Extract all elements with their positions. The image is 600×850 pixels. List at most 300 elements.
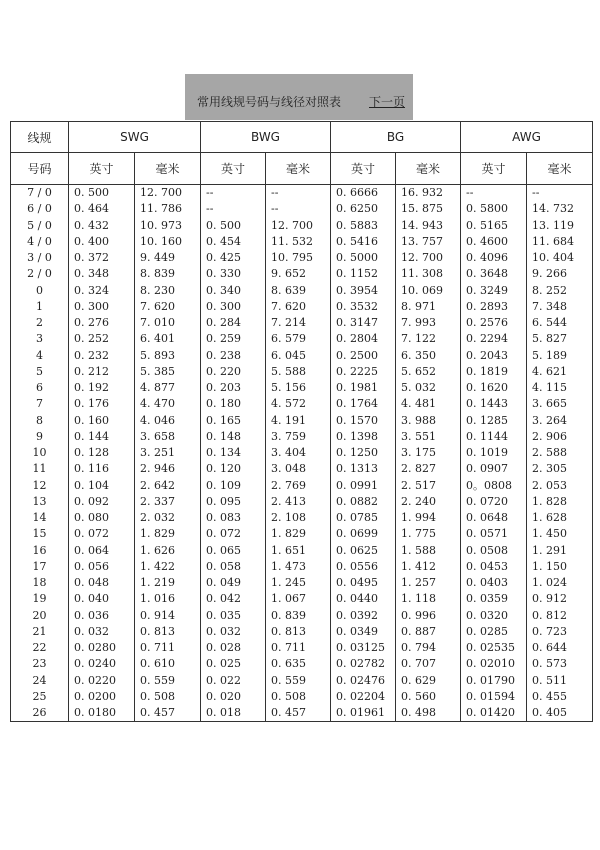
- cell-awg-mm: 9. 266: [527, 266, 593, 282]
- header-gauge-label: 线规: [11, 122, 69, 153]
- cell-bg-mm: 1. 588: [396, 543, 461, 559]
- cell-bg-mm: 7. 993: [396, 315, 461, 331]
- cell-bg-mm: 0. 560: [396, 689, 461, 705]
- cell-awg-mm: 0. 405: [527, 705, 593, 722]
- table-row: [11, 331, 593, 347]
- cell-awg-inch: --: [461, 185, 527, 202]
- cell-awg-inch: 0. 1620: [461, 380, 527, 396]
- cell-awg-mm: 13. 119: [527, 218, 593, 234]
- cell-awg-mm: 1. 291: [527, 543, 593, 559]
- cell-awg-inch: 0. 3249: [461, 283, 527, 299]
- cell-awg-mm: 2. 588: [527, 445, 593, 461]
- cell-bwg-inch: 0. 203: [201, 380, 266, 396]
- cell-gauge: 7 / 0: [11, 185, 69, 202]
- cell-bg-inch: 0. 6250: [331, 201, 396, 217]
- cell-bg-mm: 14. 943: [396, 218, 461, 234]
- cell-bg-mm: 7. 122: [396, 331, 461, 347]
- cell-bwg-inch: 0. 425: [201, 250, 266, 266]
- cell-gauge: 7: [11, 396, 69, 412]
- table-row: [11, 673, 593, 689]
- header-bwg-mm: 毫米: [266, 153, 331, 185]
- cell-bg-mm: 0. 707: [396, 656, 461, 672]
- cell-bg-inch: 0. 0785: [331, 510, 396, 526]
- cell-bg-mm: 6. 350: [396, 348, 461, 364]
- header-awg: AWG: [461, 122, 593, 153]
- table-row: [11, 461, 593, 477]
- cell-awg-inch: 0. 0285: [461, 624, 527, 640]
- cell-gauge: 15: [11, 526, 69, 542]
- cell-bg-mm: 2. 827: [396, 461, 461, 477]
- cell-gauge: 13: [11, 494, 69, 510]
- cell-awg-mm: 3. 264: [527, 413, 593, 429]
- cell-awg-mm: 0. 573: [527, 656, 593, 672]
- cell-bwg-mm: 0. 635: [266, 656, 331, 672]
- cell-awg-inch: 0. 5165: [461, 218, 527, 234]
- cell-bg-mm: 5. 652: [396, 364, 461, 380]
- cell-bg-mm: 4. 481: [396, 396, 461, 412]
- cell-awg-inch: 0. 02010: [461, 656, 527, 672]
- cell-bg-inch: 0. 0495: [331, 575, 396, 591]
- cell-awg-mm: 2. 053: [527, 478, 593, 494]
- header-swg: SWG: [69, 122, 201, 153]
- cell-bwg-mm: 8. 639: [266, 283, 331, 299]
- cell-swg-inch: 0. 072: [69, 526, 135, 542]
- cell-swg-inch: 0. 048: [69, 575, 135, 591]
- cell-swg-mm: 0. 914: [135, 608, 201, 624]
- next-page-link[interactable]: 下一页: [369, 95, 406, 109]
- cell-bg-inch: 0. 01961: [331, 705, 396, 722]
- cell-bwg-inch: 0. 220: [201, 364, 266, 380]
- cell-bwg-inch: 0. 032: [201, 624, 266, 640]
- table-row: [11, 364, 593, 380]
- header-number-label: 号码: [11, 153, 69, 185]
- cell-swg-inch: 0. 104: [69, 478, 135, 494]
- cell-swg-mm: 5. 385: [135, 364, 201, 380]
- cell-bg-inch: 0. 0349: [331, 624, 396, 640]
- cell-gauge: 8: [11, 413, 69, 429]
- cell-swg-inch: 0. 252: [69, 331, 135, 347]
- table-row: [11, 348, 593, 364]
- table-row: [11, 689, 593, 705]
- cell-gauge: 22: [11, 640, 69, 656]
- table-row: [11, 608, 593, 624]
- cell-swg-inch: 0. 0240: [69, 656, 135, 672]
- cell-bwg-mm: 6. 045: [266, 348, 331, 364]
- cell-awg-inch: 0. 1443: [461, 396, 527, 412]
- cell-bwg-mm: 11. 532: [266, 234, 331, 250]
- cell-bwg-mm: 4. 191: [266, 413, 331, 429]
- cell-swg-inch: 0. 372: [69, 250, 135, 266]
- cell-gauge: 6: [11, 380, 69, 396]
- cell-swg-mm: 9. 449: [135, 250, 201, 266]
- cell-gauge: 4: [11, 348, 69, 364]
- cell-swg-mm: 2. 032: [135, 510, 201, 526]
- table-row: [11, 429, 593, 445]
- cell-swg-inch: 0. 212: [69, 364, 135, 380]
- cell-awg-mm: 0. 912: [527, 591, 593, 607]
- cell-swg-inch: 0. 036: [69, 608, 135, 624]
- cell-swg-inch: 0. 432: [69, 218, 135, 234]
- cell-swg-inch: 0. 160: [69, 413, 135, 429]
- cell-bwg-inch: 0. 259: [201, 331, 266, 347]
- cell-awg-mm: 14. 732: [527, 201, 593, 217]
- cell-swg-mm: 1. 016: [135, 591, 201, 607]
- cell-awg-mm: 4. 621: [527, 364, 593, 380]
- cell-swg-mm: 7. 010: [135, 315, 201, 331]
- cell-bg-inch: 0. 1152: [331, 266, 396, 282]
- cell-awg-mm: 0. 511: [527, 673, 593, 689]
- cell-gauge: 2 / 0: [11, 266, 69, 282]
- cell-bwg-mm: 9. 652: [266, 266, 331, 282]
- cell-swg-inch: 0. 300: [69, 299, 135, 315]
- cell-awg-inch: 0. 0453: [461, 559, 527, 575]
- cell-bg-inch: 0. 0440: [331, 591, 396, 607]
- cell-swg-mm: 2. 337: [135, 494, 201, 510]
- header-bwg-inch: 英寸: [201, 153, 266, 185]
- cell-awg-inch: 0. 0359: [461, 591, 527, 607]
- cell-awg-inch: 0. 0403: [461, 575, 527, 591]
- cell-awg-mm: --: [527, 185, 593, 202]
- cell-swg-mm: 2. 642: [135, 478, 201, 494]
- cell-bwg-mm: 2. 413: [266, 494, 331, 510]
- table-row: [11, 526, 593, 542]
- cell-bwg-inch: 0. 018: [201, 705, 266, 722]
- cell-bwg-mm: 3. 048: [266, 461, 331, 477]
- cell-swg-inch: 0. 092: [69, 494, 135, 510]
- cell-awg-inch: 0. 0571: [461, 526, 527, 542]
- cell-swg-inch: 0. 032: [69, 624, 135, 640]
- cell-bwg-inch: 0. 109: [201, 478, 266, 494]
- cell-bg-mm: 1. 994: [396, 510, 461, 526]
- cell-bwg-inch: 0. 035: [201, 608, 266, 624]
- cell-bg-mm: 0. 498: [396, 705, 461, 722]
- cell-bwg-mm: 0. 813: [266, 624, 331, 640]
- cell-bg-mm: 1. 412: [396, 559, 461, 575]
- cell-bg-mm: 3. 175: [396, 445, 461, 461]
- cell-awg-inch: 0. 01420: [461, 705, 527, 722]
- header-bg-inch: 英寸: [331, 153, 396, 185]
- cell-bg-inch: 0. 5416: [331, 234, 396, 250]
- cell-swg-inch: 0. 056: [69, 559, 135, 575]
- cell-bg-inch: 0. 0699: [331, 526, 396, 542]
- cell-bg-inch: 0. 03125: [331, 640, 396, 656]
- cell-bg-mm: 1. 775: [396, 526, 461, 542]
- cell-awg-inch: 0. 1819: [461, 364, 527, 380]
- cell-awg-inch: 0. 1144: [461, 429, 527, 445]
- cell-awg-inch: 0. 2576: [461, 315, 527, 331]
- cell-gauge: 26: [11, 705, 69, 722]
- cell-bg-inch: 0. 3147: [331, 315, 396, 331]
- cell-bg-inch: 0. 0991: [331, 478, 396, 494]
- cell-gauge: 14: [11, 510, 69, 526]
- table-row: [11, 396, 593, 412]
- cell-swg-mm: 1. 626: [135, 543, 201, 559]
- cell-bg-mm: 10. 069: [396, 283, 461, 299]
- cell-swg-inch: 0. 040: [69, 591, 135, 607]
- cell-swg-mm: 10. 973: [135, 218, 201, 234]
- cell-gauge: 1: [11, 299, 69, 315]
- cell-bg-mm: 0. 887: [396, 624, 461, 640]
- cell-swg-mm: 10. 160: [135, 234, 201, 250]
- cell-bwg-inch: 0. 165: [201, 413, 266, 429]
- cell-bg-mm: 0. 629: [396, 673, 461, 689]
- table-row: [11, 624, 593, 640]
- cell-swg-inch: 0. 348: [69, 266, 135, 282]
- cell-bg-inch: 0. 1570: [331, 413, 396, 429]
- cell-bg-inch: 0. 1313: [331, 461, 396, 477]
- cell-bwg-mm: 1. 245: [266, 575, 331, 591]
- cell-awg-mm: 0. 723: [527, 624, 593, 640]
- table-row: [11, 543, 593, 559]
- cell-awg-mm: 7. 348: [527, 299, 593, 315]
- wire-gauge-table: [10, 121, 593, 722]
- cell-awg-mm: 8. 252: [527, 283, 593, 299]
- cell-awg-mm: 2. 906: [527, 429, 593, 445]
- cell-swg-mm: 11. 786: [135, 201, 201, 217]
- table-row: [11, 299, 593, 315]
- table-row: [11, 283, 593, 299]
- table-row: [11, 640, 593, 656]
- cell-gauge: 6 / 0: [11, 201, 69, 217]
- cell-bwg-mm: 1. 651: [266, 543, 331, 559]
- cell-bg-mm: 13. 757: [396, 234, 461, 250]
- cell-awg-inch: 0. 0508: [461, 543, 527, 559]
- cell-bwg-mm: 7. 214: [266, 315, 331, 331]
- cell-awg-mm: 1. 150: [527, 559, 593, 575]
- cell-swg-mm: 3. 251: [135, 445, 201, 461]
- cell-awg-mm: 1. 628: [527, 510, 593, 526]
- cell-bwg-inch: --: [201, 201, 266, 217]
- cell-swg-inch: 0. 276: [69, 315, 135, 331]
- cell-gauge: 20: [11, 608, 69, 624]
- cell-swg-mm: 12. 700: [135, 185, 201, 202]
- cell-bwg-mm: --: [266, 201, 331, 217]
- header-row-standards: [11, 122, 593, 153]
- cell-awg-mm: 0. 455: [527, 689, 593, 705]
- cell-gauge: 2: [11, 315, 69, 331]
- cell-bwg-mm: 0. 559: [266, 673, 331, 689]
- table-row: [11, 234, 593, 250]
- cell-gauge: 12: [11, 478, 69, 494]
- cell-bg-inch: 0. 1398: [331, 429, 396, 445]
- cell-swg-mm: 0. 610: [135, 656, 201, 672]
- cell-bwg-mm: 0. 839: [266, 608, 331, 624]
- cell-swg-mm: 8. 230: [135, 283, 201, 299]
- cell-swg-inch: 0. 176: [69, 396, 135, 412]
- cell-bwg-mm: 10. 795: [266, 250, 331, 266]
- table-row: [11, 413, 593, 429]
- cell-bwg-mm: 1. 829: [266, 526, 331, 542]
- cell-awg-inch: 0. 0320: [461, 608, 527, 624]
- table-row: [11, 705, 593, 722]
- cell-swg-inch: 0. 144: [69, 429, 135, 445]
- cell-swg-inch: 0. 128: [69, 445, 135, 461]
- cell-bwg-mm: 12. 700: [266, 218, 331, 234]
- cell-bwg-mm: 2. 769: [266, 478, 331, 494]
- cell-bg-inch: 0. 0556: [331, 559, 396, 575]
- cell-bwg-mm: 1. 473: [266, 559, 331, 575]
- cell-bg-inch: 0. 02782: [331, 656, 396, 672]
- cell-bg-inch: 0. 1250: [331, 445, 396, 461]
- cell-bwg-mm: 3. 759: [266, 429, 331, 445]
- cell-bg-mm: 3. 988: [396, 413, 461, 429]
- table-row: [11, 315, 593, 331]
- cell-bg-inch: 0. 0392: [331, 608, 396, 624]
- cell-bg-mm: 1. 118: [396, 591, 461, 607]
- cell-swg-inch: 0. 400: [69, 234, 135, 250]
- cell-bwg-inch: 0. 120: [201, 461, 266, 477]
- cell-awg-inch: 0. 0648: [461, 510, 527, 526]
- cell-bwg-inch: 0. 072: [201, 526, 266, 542]
- cell-bwg-inch: 0. 095: [201, 494, 266, 510]
- cell-gauge: 19: [11, 591, 69, 607]
- cell-bg-mm: 11. 308: [396, 266, 461, 282]
- cell-bwg-inch: 0. 148: [201, 429, 266, 445]
- cell-gauge: 11: [11, 461, 69, 477]
- cell-bg-mm: 0. 794: [396, 640, 461, 656]
- cell-bwg-inch: --: [201, 185, 266, 202]
- cell-awg-mm: 6. 544: [527, 315, 593, 331]
- cell-awg-inch: 0. 2294: [461, 331, 527, 347]
- cell-bg-inch: 0. 2500: [331, 348, 396, 364]
- cell-bwg-mm: 7. 620: [266, 299, 331, 315]
- header-awg-mm: 毫米: [527, 153, 593, 185]
- cell-bwg-inch: 0. 180: [201, 396, 266, 412]
- cell-awg-inch: 0. 3648: [461, 266, 527, 282]
- cell-swg-inch: 0. 464: [69, 201, 135, 217]
- cell-swg-mm: 6. 401: [135, 331, 201, 347]
- cell-bg-mm: 12. 700: [396, 250, 461, 266]
- cell-awg-mm: 3. 665: [527, 396, 593, 412]
- cell-bwg-inch: 0. 454: [201, 234, 266, 250]
- cell-bwg-inch: 0. 284: [201, 315, 266, 331]
- cell-awg-mm: 1. 450: [527, 526, 593, 542]
- cell-swg-mm: 7. 620: [135, 299, 201, 315]
- table-row: [11, 445, 593, 461]
- cell-gauge: 17: [11, 559, 69, 575]
- cell-awg-mm: 2. 305: [527, 461, 593, 477]
- cell-bwg-mm: --: [266, 185, 331, 202]
- cell-bg-inch: 0. 02476: [331, 673, 396, 689]
- cell-gauge: 21: [11, 624, 69, 640]
- cell-swg-mm: 0. 457: [135, 705, 201, 722]
- header-row-units: [11, 153, 593, 185]
- cell-bwg-inch: 0. 022: [201, 673, 266, 689]
- cell-swg-mm: 4. 046: [135, 413, 201, 429]
- cell-bwg-mm: 5. 156: [266, 380, 331, 396]
- cell-bwg-mm: 0. 508: [266, 689, 331, 705]
- cell-swg-mm: 0. 711: [135, 640, 201, 656]
- cell-swg-mm: 1. 219: [135, 575, 201, 591]
- cell-swg-inch: 0. 0280: [69, 640, 135, 656]
- cell-gauge: 5 / 0: [11, 218, 69, 234]
- cell-awg-inch: 0. 1019: [461, 445, 527, 461]
- cell-bg-inch: 0. 5883: [331, 218, 396, 234]
- cell-awg-mm: 5. 189: [527, 348, 593, 364]
- cell-swg-inch: 0. 0180: [69, 705, 135, 722]
- cell-bg-mm: 8. 971: [396, 299, 461, 315]
- cell-gauge: 0: [11, 283, 69, 299]
- cell-swg-mm: 4. 877: [135, 380, 201, 396]
- cell-bg-mm: 1. 257: [396, 575, 461, 591]
- cell-swg-inch: 0. 116: [69, 461, 135, 477]
- cell-bg-inch: 0. 2225: [331, 364, 396, 380]
- cell-bwg-mm: 3. 404: [266, 445, 331, 461]
- header-bwg: BWG: [201, 122, 331, 153]
- cell-bwg-mm: 0. 711: [266, 640, 331, 656]
- cell-swg-mm: 4. 470: [135, 396, 201, 412]
- cell-bg-mm: 15. 875: [396, 201, 461, 217]
- cell-bwg-mm: 1. 067: [266, 591, 331, 607]
- cell-awg-mm: 4. 115: [527, 380, 593, 396]
- cell-awg-inch: 0. 2043: [461, 348, 527, 364]
- cell-gauge: 23: [11, 656, 69, 672]
- table-row: [11, 591, 593, 607]
- cell-swg-inch: 0. 064: [69, 543, 135, 559]
- cell-swg-mm: 0. 813: [135, 624, 201, 640]
- cell-bwg-inch: 0. 025: [201, 656, 266, 672]
- header-awg-inch: 英寸: [461, 153, 527, 185]
- table-row: [11, 510, 593, 526]
- header-bg: BG: [331, 122, 461, 153]
- cell-bwg-inch: 0. 058: [201, 559, 266, 575]
- cell-bwg-inch: 0. 330: [201, 266, 266, 282]
- cell-awg-mm: 1. 024: [527, 575, 593, 591]
- cell-bwg-inch: 0. 300: [201, 299, 266, 315]
- table-row: [11, 656, 593, 672]
- cell-bg-inch: 0. 1981: [331, 380, 396, 396]
- cell-awg-mm: 1. 828: [527, 494, 593, 510]
- cell-bg-inch: 0. 6666: [331, 185, 396, 202]
- cell-bg-mm: 0. 996: [396, 608, 461, 624]
- table-row: [11, 266, 593, 282]
- cell-gauge: 24: [11, 673, 69, 689]
- cell-awg-inch: 0. 02535: [461, 640, 527, 656]
- cell-bwg-inch: 0. 065: [201, 543, 266, 559]
- cell-swg-mm: 5. 893: [135, 348, 201, 364]
- cell-awg-mm: 11. 684: [527, 234, 593, 250]
- header-swg-mm: 毫米: [135, 153, 201, 185]
- cell-swg-mm: 1. 829: [135, 526, 201, 542]
- cell-gauge: 3 / 0: [11, 250, 69, 266]
- cell-bwg-inch: 0. 042: [201, 591, 266, 607]
- cell-swg-mm: 0. 559: [135, 673, 201, 689]
- page-title: 常用线规号码与线径对照表: [197, 95, 342, 109]
- cell-swg-mm: 2. 946: [135, 461, 201, 477]
- cell-bwg-inch: 0. 020: [201, 689, 266, 705]
- table-body: [11, 185, 593, 722]
- cell-gauge: 25: [11, 689, 69, 705]
- cell-swg-inch: 0. 0220: [69, 673, 135, 689]
- cell-awg-mm: 0. 812: [527, 608, 593, 624]
- cell-gauge: 5: [11, 364, 69, 380]
- cell-swg-inch: 0. 080: [69, 510, 135, 526]
- cell-bg-inch: 0. 5000: [331, 250, 396, 266]
- cell-awg-inch: 0. 5800: [461, 201, 527, 217]
- cell-bg-mm: 3. 551: [396, 429, 461, 445]
- cell-bg-inch: 0. 0882: [331, 494, 396, 510]
- cell-awg-mm: 5. 827: [527, 331, 593, 347]
- header-swg-inch: 英寸: [69, 153, 135, 185]
- cell-bwg-mm: 4. 572: [266, 396, 331, 412]
- cell-bwg-mm: 6. 579: [266, 331, 331, 347]
- cell-awg-mm: 10. 404: [527, 250, 593, 266]
- cell-bg-inch: 0. 02204: [331, 689, 396, 705]
- table-row: [11, 575, 593, 591]
- cell-bwg-inch: 0. 083: [201, 510, 266, 526]
- cell-bwg-inch: 0. 340: [201, 283, 266, 299]
- table-row: [11, 494, 593, 510]
